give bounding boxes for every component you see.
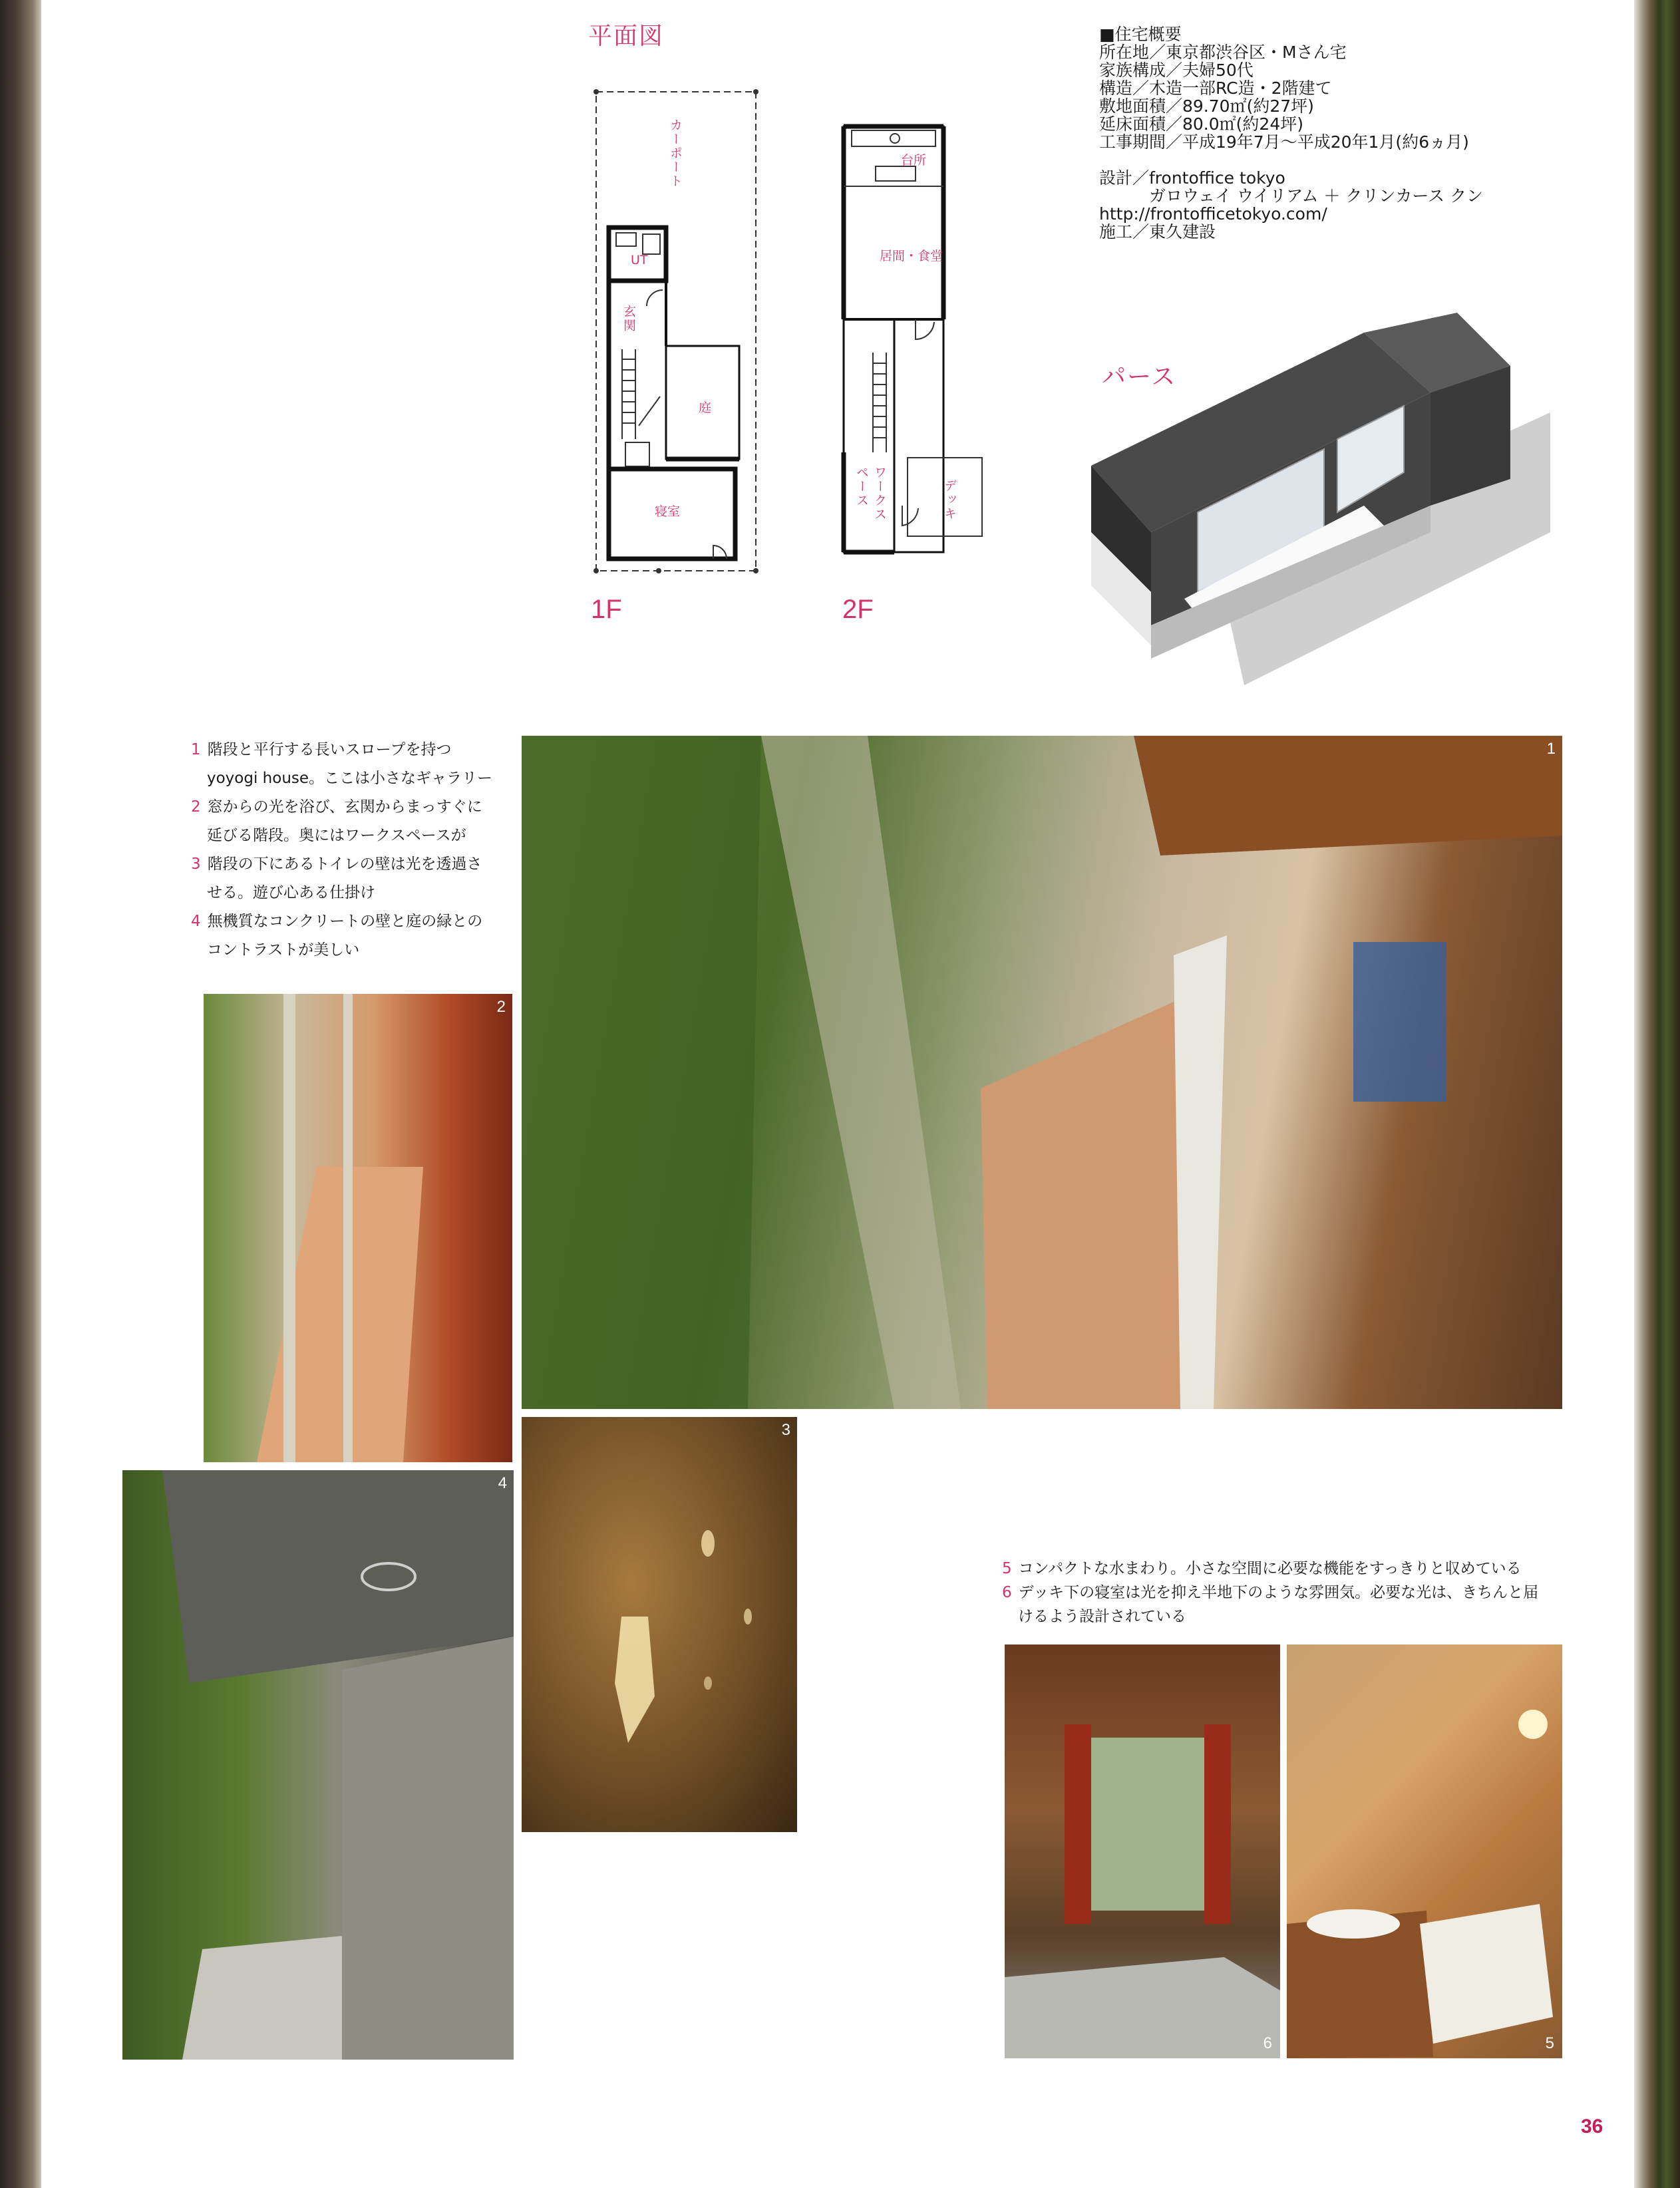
floor-plan-title: 平面図 (588, 23, 665, 50)
caption-text: デッキ下の寝室は光を抑え半地下のような雰囲気。必要な光は、きちんと届 (1018, 1584, 1539, 1601)
perspective-rendering (1085, 313, 1550, 685)
caption-text: コントラストが美しい (207, 941, 360, 959)
overview-line: 工事期間／平成19年7月～平成20年1月(約6ヵ月) (1099, 132, 1469, 152)
floor-plan-drawing (586, 80, 998, 585)
photo-3-light-wall (522, 1417, 797, 1832)
room-label-entrance: 玄関 (621, 305, 636, 333)
caption-text: 階段と平行する長いスロープを持つ (207, 741, 452, 758)
book-spine-shadow (0, 0, 41, 2188)
room-label-bedroom: 寝室 (655, 504, 681, 519)
photo-number: 4 (498, 1474, 507, 1492)
caption-number: 6 (1002, 1584, 1012, 1601)
room-label-workspace: ワークスペース (854, 466, 887, 522)
caption-number: 5 (1002, 1560, 1012, 1577)
floor-label-2f: 2F (842, 595, 874, 624)
caption-text: コンパクトな水まわり。小さな空間に必要な機能をすっきりと収めている (1018, 1560, 1522, 1577)
caption-text: けるよう設計されている (1018, 1608, 1186, 1625)
credit-builder: 施工／東久建設 (1099, 222, 1216, 241)
photo-2-staircase (204, 994, 512, 1462)
photo-6-bedroom (1005, 1644, 1280, 2058)
floor-label-1f: 1F (591, 595, 622, 624)
room-label-deck: デッキ (942, 479, 957, 521)
overview-line: 所在地／東京都渋谷区・Mさん宅 (1099, 43, 1347, 62)
overview-line: 敷地面積／89.70㎡(約27坪) (1099, 96, 1314, 116)
credit-url[interactable]: http://frontofficetokyo.com/ (1099, 204, 1327, 224)
overview-line: 延床面積／80.0㎡(約24坪) (1099, 114, 1303, 134)
photo-1-gallery-slope (522, 736, 1562, 1409)
house-overview (1099, 25, 1578, 241)
caption-number: 3 (191, 856, 201, 873)
caption-number: 4 (191, 913, 201, 930)
photo-number: 2 (496, 998, 506, 1016)
page-number: 36 (1581, 2115, 1603, 2137)
photo-number: 3 (781, 1421, 790, 1439)
photo-captions-5-6 (1002, 1557, 1568, 1629)
credit-designers: ガロウェイ ウイリアム ＋ クリンカース クン (1149, 186, 1484, 206)
room-label-ut: UT (631, 253, 648, 267)
room-label-carport: カーポート (668, 118, 683, 188)
photo-number: 5 (1545, 2034, 1554, 2052)
overview-heading: ■住宅概要 (1099, 25, 1182, 44)
photo-captions-1-4 (191, 736, 524, 965)
room-label-kitchen: 台所 (901, 153, 927, 168)
perspective-title: パース (1102, 363, 1177, 391)
caption-text: せる。遊び心ある仕掛け (207, 884, 375, 901)
overview-line: 構造／木造一部RC造・2階建て (1099, 78, 1332, 98)
photo-5-bathroom (1287, 1644, 1562, 2058)
caption-text: yoyogi house。ここは小さなギャラリー (207, 770, 493, 787)
credit-design: 設計／frontoffice tokyo (1099, 168, 1285, 188)
caption-number: 2 (191, 798, 201, 816)
photo-4-concrete-garden (122, 1470, 514, 2060)
overview-line: 家族構成／夫婦50代 (1099, 61, 1254, 80)
adjacent-page-edge (1634, 0, 1680, 2188)
caption-text: 延びる階段。奥にはワークスペースが (207, 827, 466, 844)
caption-number: 1 (191, 741, 201, 758)
caption-text: 無機質なコンクリートの壁と庭の緑との (207, 913, 483, 930)
room-label-living-dining: 居間・食堂 (880, 249, 943, 263)
caption-text: 窓からの光を浴び、玄関からまっすぐに (207, 798, 482, 816)
caption-text: 階段の下にあるトイレの壁は光を透過さ (207, 856, 482, 873)
photo-number: 1 (1546, 740, 1556, 758)
room-label-garden: 庭 (699, 400, 712, 415)
photo-number: 6 (1263, 2034, 1272, 2052)
